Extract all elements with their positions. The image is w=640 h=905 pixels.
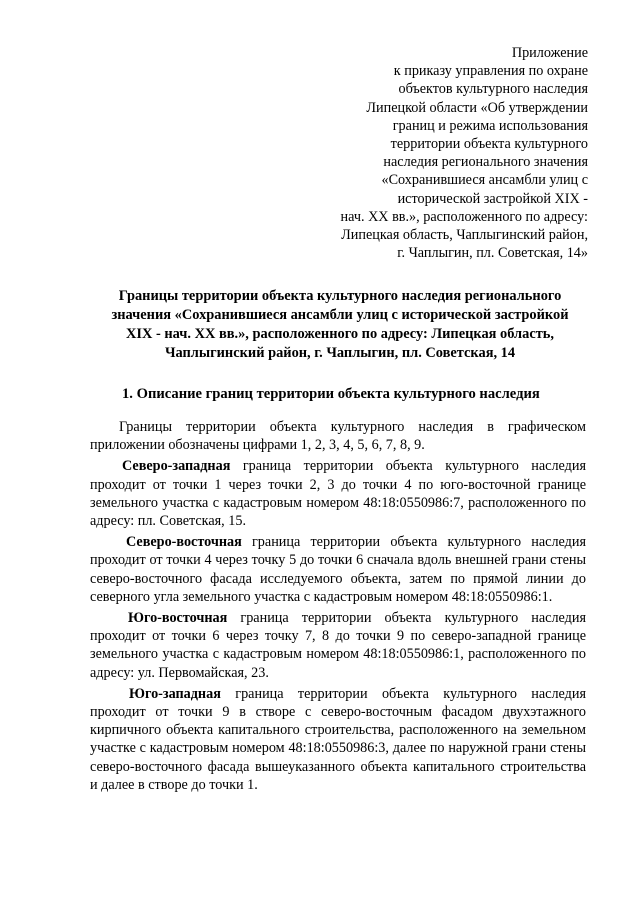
appendix-line: «Сохранившиеся ансамбли улиц с bbox=[381, 172, 588, 189]
northeast-label: Северо-восточная bbox=[126, 534, 242, 551]
appendix-block bbox=[300, 44, 588, 262]
northwest-text: граница территории объекта культурного наследия проходит от точки 1 через точки 2, 3 до точки 4 по юго-восточной границе земельного участка с кадастровым номером 48:18:0550986:7, расположенного по адресу: пл. Советская, 15. bbox=[90, 458, 586, 530]
southwest-text: граница территории объекта культурного наследия проходит от точки 9 в створе с северо-восточным фасадом двухэтажного кирпичного объекта капитального строительства, расположенного на земельном участке с кадастровым номером 48:18:0550986:3, далее по наружной грани стены северо-восточного фасада вышеуказанного объекта капитального строительства и далее в створе до точки 1. bbox=[90, 685, 586, 793]
section-body bbox=[90, 418, 586, 794]
appendix-line: объектов культурного наследия bbox=[398, 81, 588, 98]
northeast-paragraph bbox=[90, 533, 586, 606]
section-heading: 1. Описание границ территории объекта культурного наследия bbox=[122, 386, 540, 402]
northwest-paragraph bbox=[90, 457, 586, 530]
northeast-text: граница территории объекта культурного наследия проходит от точки 4 через точку 5 до точки 6 сначала вдоль внешней грани стены северо-восточного фасада исследуемого объекта, затем по прямой линии до северного угла земельного участка с кадастровым номером 48:18:0550986:1. bbox=[90, 534, 586, 605]
appendix-line: г. Чаплыгин, пл. Советская, 14» bbox=[397, 245, 588, 262]
southeast-label: Юго-восточная bbox=[128, 610, 228, 627]
appendix-line: к приказу управления по охране bbox=[393, 63, 588, 80]
title-line: Границы территории объекта культурного наследия регионального bbox=[118, 288, 562, 304]
appendix-line: границ и режима использования bbox=[392, 117, 588, 134]
title-line: Чаплыгинский район, г. Чаплыгин, пл. Советская, 14 bbox=[164, 345, 516, 361]
intro-paragraph: Границы территории объекта культурного наследия в графическом приложении обозначены цифрами 1, 2, 3, 4, 5, 6, 7, 8, 9. bbox=[90, 419, 586, 454]
southeast-paragraph bbox=[90, 609, 586, 682]
appendix-line: нач. XX вв.», расположенного по адресу: bbox=[340, 208, 588, 225]
appendix-line: Липецкой области «Об утверждении bbox=[366, 99, 588, 116]
appendix-line: наследия регионального значения bbox=[383, 154, 588, 171]
appendix-line: Липецкая область, Чаплыгинский район, bbox=[341, 227, 588, 244]
title-line: XIX - нач. XX вв.», расположенного по адресу: Липецкая область, bbox=[125, 326, 554, 342]
southwest-label: Юго-западная bbox=[129, 685, 221, 702]
appendix-line: исторической застройкой XIX - bbox=[397, 190, 588, 207]
northwest-label: Северо-западная bbox=[122, 458, 231, 475]
appendix-line: Приложение bbox=[511, 45, 588, 61]
southeast-text: граница территории объекта культурного наследия проходит от точки 6 через точку 7, 8 до точки 9 по северо-западной границе земельного участка с кадастровым номером 48:18:0550986:1, расположенного по адресу: ул. Первомайская, 23. bbox=[90, 610, 586, 681]
document-title bbox=[80, 287, 600, 363]
appendix-line: территории объекта культурного bbox=[390, 136, 588, 153]
title-line: значения «Сохранившиеся ансамбли улиц с исторической застройкой bbox=[111, 307, 569, 323]
southwest-paragraph bbox=[90, 685, 586, 794]
